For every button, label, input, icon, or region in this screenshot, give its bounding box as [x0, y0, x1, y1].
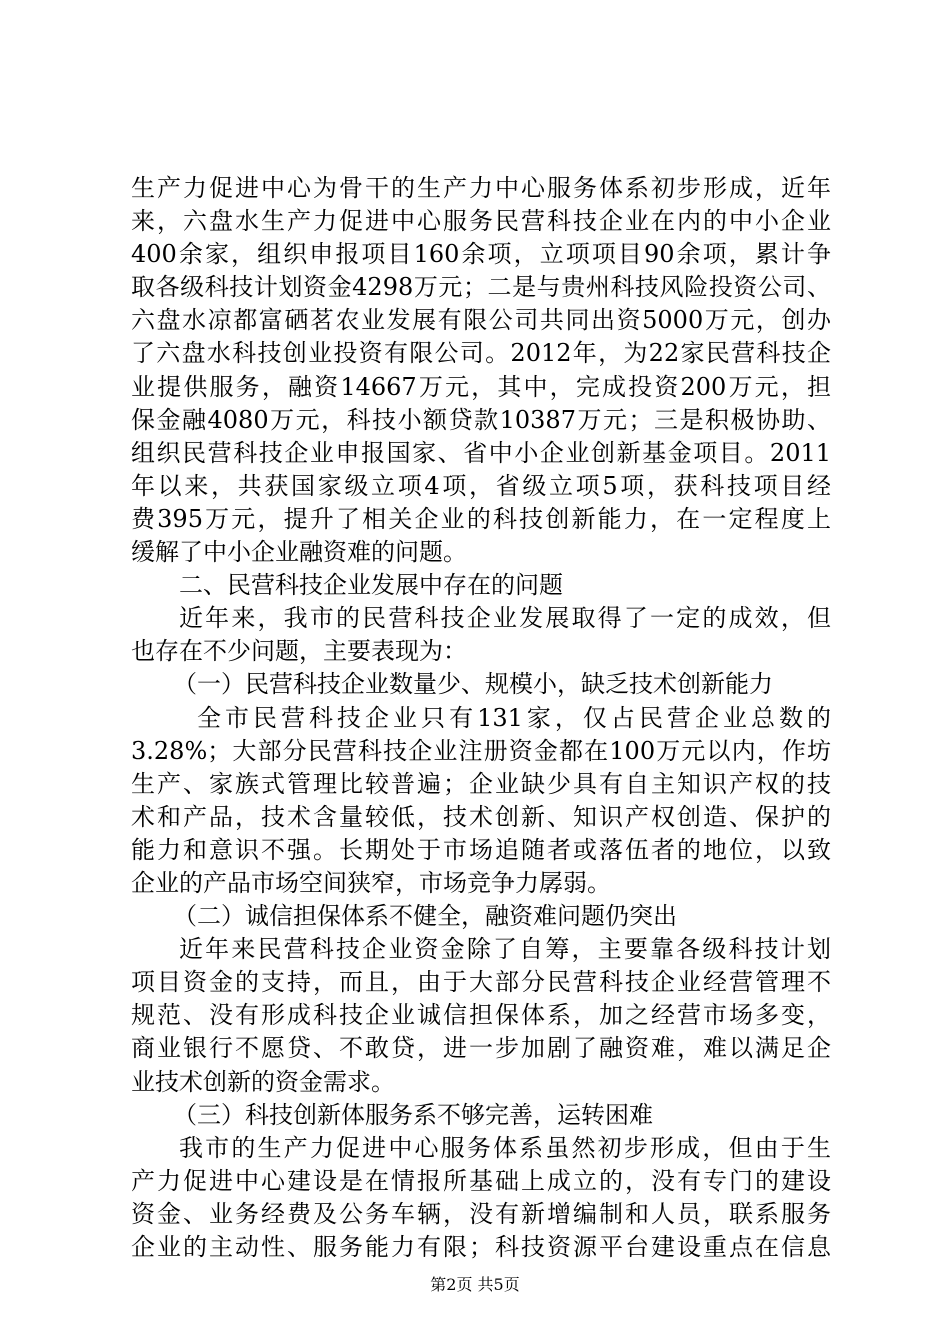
text-line: 缓解了中小企业融资难的问题。 — [131, 538, 467, 567]
text-line: 年以来，共获国家级立项4项，省级立项5项，获科技项目经 — [131, 471, 831, 500]
text-line: 业技术创新的资金需求。 — [131, 1067, 395, 1096]
text-line: （三）科技创新体服务系不够完善，运转困难 — [173, 1100, 653, 1129]
text-line: 3.28%；大部分民营科技企业注册资金都在100万元以内，作坊 — [131, 736, 831, 765]
text-line: 六盘水凉都富硒茗农业发展有限公司共同出资5000万元，创办 — [131, 306, 831, 335]
text-line: 企业的产品市场空间狭窄，市场竞争力孱弱。 — [131, 868, 611, 897]
text-line: 企业的主动性、服务能力有限；科技资源平台建设重点在信息 — [131, 1233, 831, 1261]
text-line: 保金融4080万元，科技小额贷款10387万元；三是积极协助、 — [131, 405, 831, 434]
text-line: （一）民营科技企业数量少、规模小，缺乏技术创新能力 — [173, 670, 773, 699]
text-line: 来，六盘水生产力促进中心服务民营科技企业在内的中小企业 — [131, 207, 831, 236]
text-line: 全市民营科技企业只有131家，仅占民营企业总数的 — [197, 703, 831, 732]
text-line: 费395万元，提升了相关企业的科技创新能力，在一定程度上 — [131, 504, 831, 533]
text-line: 400余家，组织申报项目160余项，立项项目90余项，累计争 — [131, 240, 831, 269]
document-body — [131, 172, 831, 1264]
text-line: 术和产品，技术含量较低，技术创新、知识产权创造、保护的 — [131, 802, 831, 831]
text-line: 规范、没有形成科技企业诚信担保体系，加之经营市场多变， — [131, 1001, 831, 1030]
text-line: 我市的生产力促进中心服务体系虽然初步形成，但由于生 — [179, 1133, 831, 1162]
text-line: （二）诚信担保体系不健全，融资难问题仍突出 — [173, 902, 677, 931]
text-line: 商业银行不愿贷、不敢贷，进一步加剧了融资难，难以满足企 — [131, 1034, 831, 1063]
text-line: 近年来，我市的民营科技企业发展取得了一定的成效，但 — [179, 604, 831, 633]
text-line: 生产力促进中心为骨干的生产力中心服务体系初步形成，近年 — [131, 174, 831, 202]
text-line: 二、民营科技企业发展中存在的问题 — [179, 571, 563, 600]
text-line: 业提供服务，融资14667万元，其中，完成投资200万元，担 — [131, 372, 831, 401]
text-line: 生产、家族式管理比较普遍；企业缺少具有自主知识产权的技 — [131, 769, 831, 798]
text-line: 项目资金的支持，而且，由于大部分民营科技企业经营管理不 — [131, 968, 831, 997]
text-line: 产力促进中心建设是在情报所基础上成立的，没有专门的建设 — [131, 1166, 831, 1195]
text-line: 也存在不少问题，主要表现为： — [131, 637, 467, 666]
text-line: 取各级科技计划资金4298万元；二是与贵州科技风险投资公司、 — [131, 273, 831, 302]
text-line: 了六盘水科技创业投资有限公司。2012年，为22家民营科技企 — [131, 339, 831, 368]
page-footer: 第2页 共5页 — [430, 1275, 520, 1294]
text-line: 组织民营科技企业申报国家、省中小企业创新基金项目。2011 — [131, 438, 831, 467]
text-line: 能力和意识不强。长期处于市场追随者或落伍者的地位，以致 — [131, 835, 831, 864]
text-line: 近年来民营科技企业资金除了自筹，主要靠各级科技计划 — [179, 935, 831, 964]
text-line: 资金、业务经费及公务车辆，没有新增编制和人员，联系服务 — [131, 1199, 831, 1228]
